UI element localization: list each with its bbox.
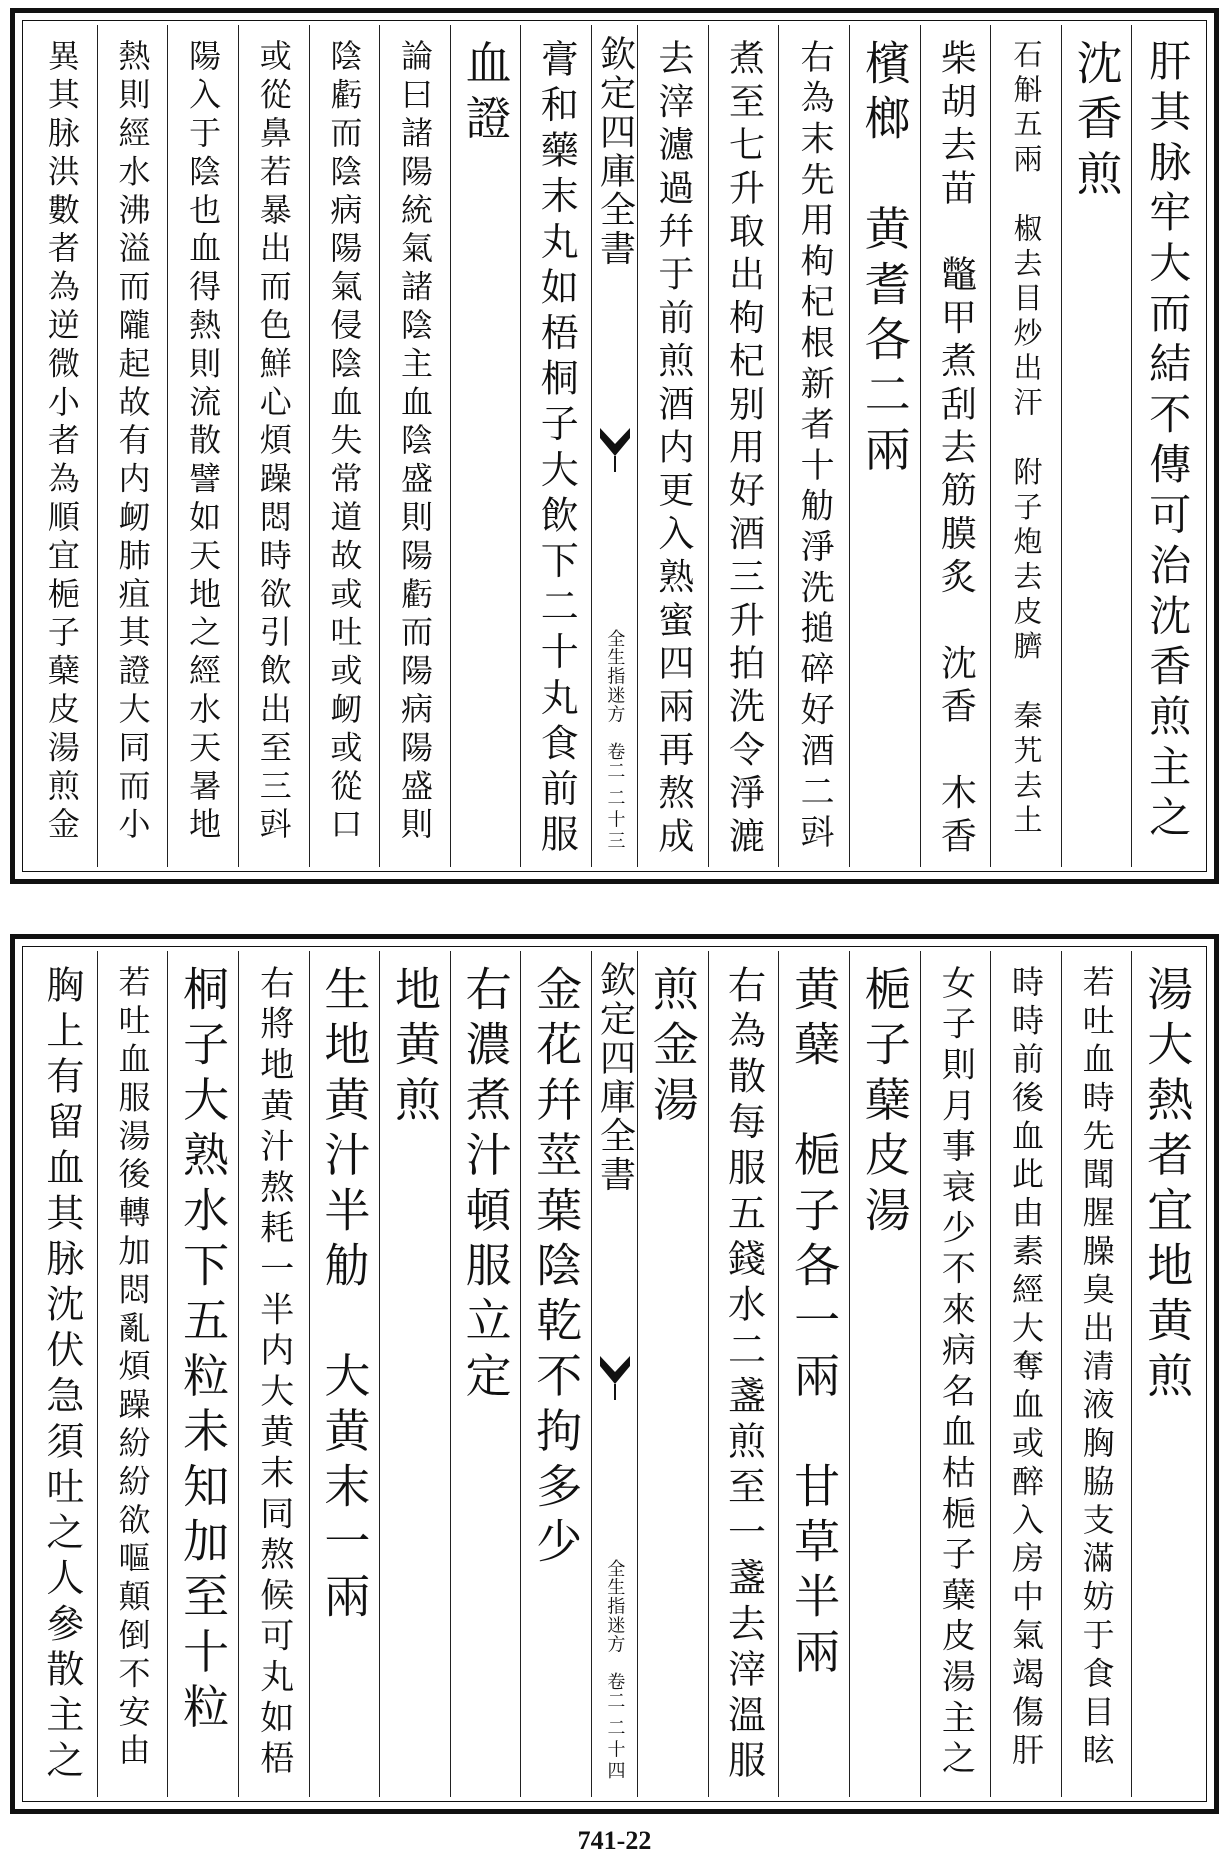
column-text: 血證 (458, 39, 513, 150)
text-column (1061, 25, 1132, 867)
text-column (450, 25, 521, 867)
text-column (309, 951, 380, 1797)
text-column (708, 951, 779, 1797)
fish-tail-mark-icon (598, 426, 632, 472)
book-title: 欽定四庫全書 (594, 961, 636, 1195)
folio-number: 二十三 (604, 788, 626, 853)
column-text: 柴胡去苗 鼈甲煮刮去筋膜炙 沈香 木香 (935, 39, 977, 860)
fish-tail-mark-icon (598, 1354, 632, 1400)
column-text: 女子則月事衰少不來病名血枯梔子蘖皮湯主之 (935, 965, 976, 1781)
column-text: 若吐血服湯後轉加悶亂煩躁紛紛欲嘔顛倒不安由 (113, 965, 152, 1772)
text-column (520, 25, 591, 867)
text-column (990, 25, 1061, 867)
text-column (167, 951, 238, 1797)
text-column (778, 951, 849, 1797)
column-text: 湯大熱者宜地黄煎 (1140, 965, 1195, 1407)
text-column (849, 25, 920, 867)
text-column (708, 25, 779, 867)
top-page (10, 8, 1219, 884)
column-text: 陰虧而陰病陽氣侵陰血失常道故或吐或衂或從口 (325, 39, 364, 846)
column-text: 金花幷莖葉陰乾不拘多少 (529, 965, 584, 1573)
column-text: 若吐血時先聞腥臊臭出清液胸脇支滿妨于食目眩 (1077, 965, 1116, 1772)
text-column (167, 25, 238, 867)
text-column (1131, 951, 1202, 1797)
text-column (97, 951, 168, 1797)
center-margin (591, 951, 637, 1797)
text-column (97, 25, 168, 867)
column-text: 地黄煎 (387, 965, 442, 1131)
column-text: 或從鼻若暴出而色鮮心煩躁悶時欲引飲出至三㪷 (254, 39, 293, 846)
column-text: 生地黄汁半觔 大黄末一兩 (317, 965, 372, 1628)
column-text: 右為散每服五錢水二盞煎至一盞去滓溫服 (721, 965, 766, 1786)
page-footer-number: 741-22 (577, 1826, 652, 1855)
column-text: 檳榔 黄耆各二兩 (857, 39, 912, 481)
top-text-columns (27, 25, 1202, 867)
column-text: 右為末先用枸杞根新者十觔淨洗搥碎好酒二㪷 (794, 39, 835, 855)
text-column (379, 951, 450, 1797)
text-column (637, 25, 708, 867)
column-text: 梔子蘖皮湯 (857, 965, 912, 1241)
text-column (1061, 951, 1132, 1797)
text-column (520, 951, 591, 1797)
column-text: 右濃煮汁頓服立定 (458, 965, 513, 1407)
column-text: 陽入于陰也血得熱則流散譬如天地之經水天暑地 (184, 39, 223, 846)
column-text: 石斛五兩 椒去目炒出汗 附子炮去皮臍 秦艽去土 (1009, 39, 1044, 840)
column-text: 論曰諸陽統氣諸陰主血陰盛則陽虧而陽病陽盛則 (395, 39, 434, 846)
column-text: 異其脉洪數者為逆微小者為順宜梔子蘖皮湯煎金 (42, 39, 81, 846)
column-text: 黄蘖 梔子各一兩 甘草半兩 (787, 965, 842, 1683)
text-column (450, 951, 521, 1797)
text-column (637, 951, 708, 1797)
bottom-text-columns (27, 951, 1202, 1797)
text-column (778, 25, 849, 867)
column-text: 膏和藥末丸如梧桐子大飲下二十丸食前服 (534, 39, 579, 860)
column-text: 時時前後血此由素經大奪血或醉入房中氣竭傷肝 (1006, 965, 1045, 1772)
volume-label: 全生指迷方 卷二 (604, 1558, 626, 1711)
volume-label: 全生指迷方 卷二 (604, 628, 626, 781)
bottom-page (10, 934, 1219, 1814)
folio-number: 二十四 (604, 1718, 626, 1783)
text-column (238, 25, 309, 867)
column-text: 沈香煎 (1069, 39, 1124, 205)
column-text: 熱則經水沸溢而隴起故有内衂肺疽其證大同而小 (113, 39, 152, 846)
column-text: 肝其脉牢大而結不傳可治沈香煎主之 (1143, 39, 1193, 846)
column-text: 右將地黄汁熬耗一半内大黄末同熬候可丸如梧 (253, 965, 294, 1781)
text-column (990, 951, 1061, 1797)
text-column (27, 25, 97, 867)
column-text: 桐子大熟水下五粒未知加至十粒 (176, 965, 231, 1738)
text-column (379, 25, 450, 867)
text-column (27, 951, 97, 1797)
text-column (849, 951, 920, 1797)
text-column (238, 951, 309, 1797)
column-text: 胸上有留血其脉沈伏急須吐之人參散主之 (39, 965, 84, 1786)
text-column (309, 25, 380, 867)
center-margin (591, 25, 637, 867)
text-column (920, 951, 991, 1797)
book-title: 欽定四庫全書 (594, 35, 636, 269)
column-text: 煮至七升取出枸杞别用好酒三升拍洗令淨漉 (723, 39, 765, 860)
column-text: 去滓濾過幷于前煎酒内更入熟蜜四兩再熬成 (652, 39, 694, 860)
text-column (1131, 25, 1202, 867)
column-text: 煎金湯 (645, 965, 700, 1131)
text-column (920, 25, 991, 867)
